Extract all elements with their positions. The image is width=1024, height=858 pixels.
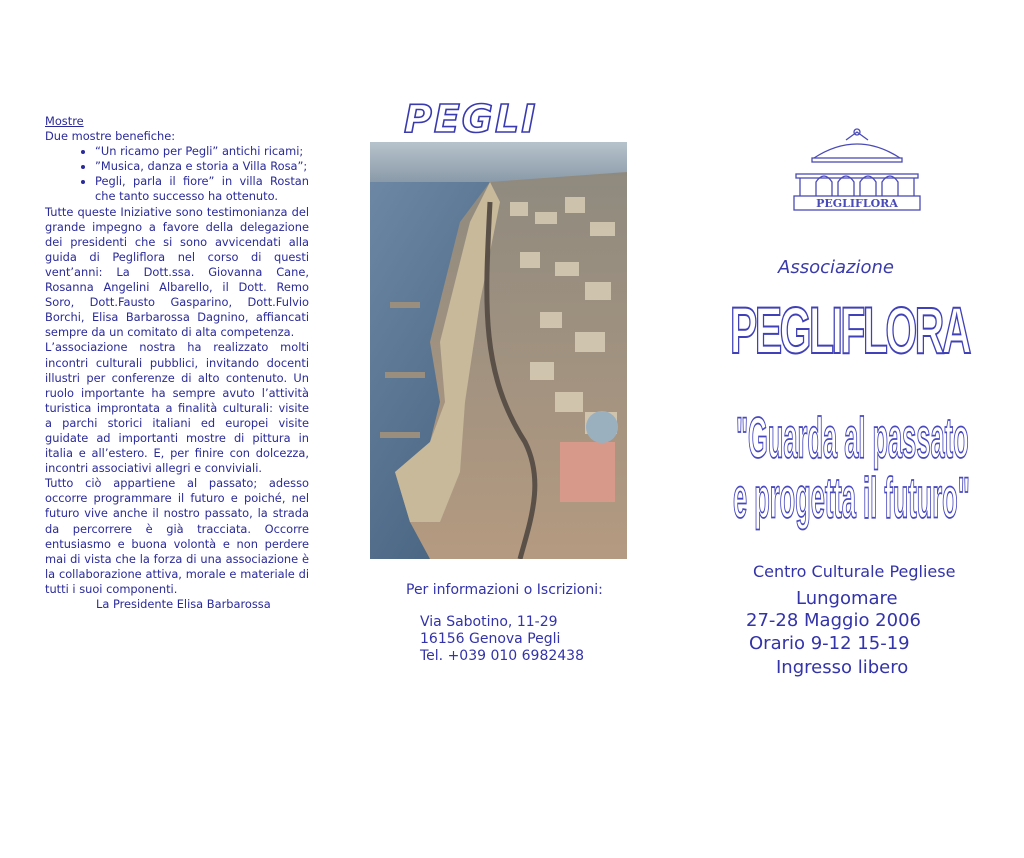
entry-info: Ingresso libero [776, 657, 909, 678]
left-column [45, 114, 309, 858]
venue-place: Lungomare [796, 588, 898, 609]
motto-line-1: "Guarda al passato [736, 407, 969, 471]
paragraph-activities: L’associazione nostra ha realizzato molti incontri culturali pubblici, invitando docenti illustri per conferenze di alto contenuto. Un ruolo importante ha sempre avuto l’attività turistica improntata a finalità culturali: visite a parchi storici italiani ed europei visite guidate ad importanti mostre di pittura in italia e all’estero. E, per finire con dolcezza, incontri associativi allegri e conviviali. [45, 340, 309, 476]
list-item: • ”Musica, danza e storia a Villa Rosa”; [95, 159, 309, 174]
contact-address [420, 614, 584, 665]
info-heading: Per informazioni o Iscrizioni: [406, 582, 603, 598]
logo-text: PEGLIFLORA [816, 197, 898, 210]
address-street: Via Sabotino, 11-29 [420, 614, 558, 630]
list-item: • Pegli, parla il fiore” in villa Rostan che tanto successo ha ottenuto. [95, 174, 309, 204]
pegliflora-logo [786, 118, 928, 218]
paragraph-presidents: Tutte queste Iniziative sono testimonianza del grande impegno a favore della delegazione dei presidenti che si sono avvicendati alla guida di Pegliflora nel corso di questi vent’anni: La Dott.ssa. Giovanna Cane, Rosanna Angelini Albarello, il Dott. Remo Soro, Dott.Fausto Gasparino, Dott.Fulvio Borchi, Elisa Barbarossa Dagnino, affiancati sempre da un comitato di alta competenza. [45, 204, 309, 340]
address-city: 16156 Genova Pegli [420, 631, 561, 647]
exhibition-list [45, 144, 309, 204]
motto-line-2: e progetta il futuro" [733, 467, 970, 531]
aerial-photo [370, 142, 627, 559]
pegli-title: PEGLI [404, 97, 538, 141]
list-item: • “Un ricamo per Pegli” antichi ricami; [95, 144, 309, 159]
coastline-image [370, 142, 627, 559]
association-label: Associazione [778, 257, 894, 278]
intro-text: Due mostre benefiche: [45, 129, 176, 144]
association-name: PEGLIFLORA [730, 293, 969, 367]
signature: La Presidente Elisa Barbarossa [96, 597, 271, 611]
event-hours: Orario 9-12 15-19 [749, 633, 910, 654]
address-phone: Tel. +039 010 6982438 [420, 648, 585, 664]
event-dates: 27-28 Maggio 2006 [746, 610, 921, 631]
paragraph-future: Tutto ciò appartiene al passato; adesso occorre programmare il futuro e poiché, nel futuro vive anche il nostro passato, la strada da percorrere è già tracciata. Occorre entusiasmo e buona volontà e non perdere mai di vista che la forza di una associazione è la collaborazione attiva, morale e materiale di tutti i suoi componenti. [45, 476, 309, 596]
section-heading: Mostre [45, 114, 84, 128]
venue-name: Centro Culturale Pegliese [753, 562, 956, 581]
